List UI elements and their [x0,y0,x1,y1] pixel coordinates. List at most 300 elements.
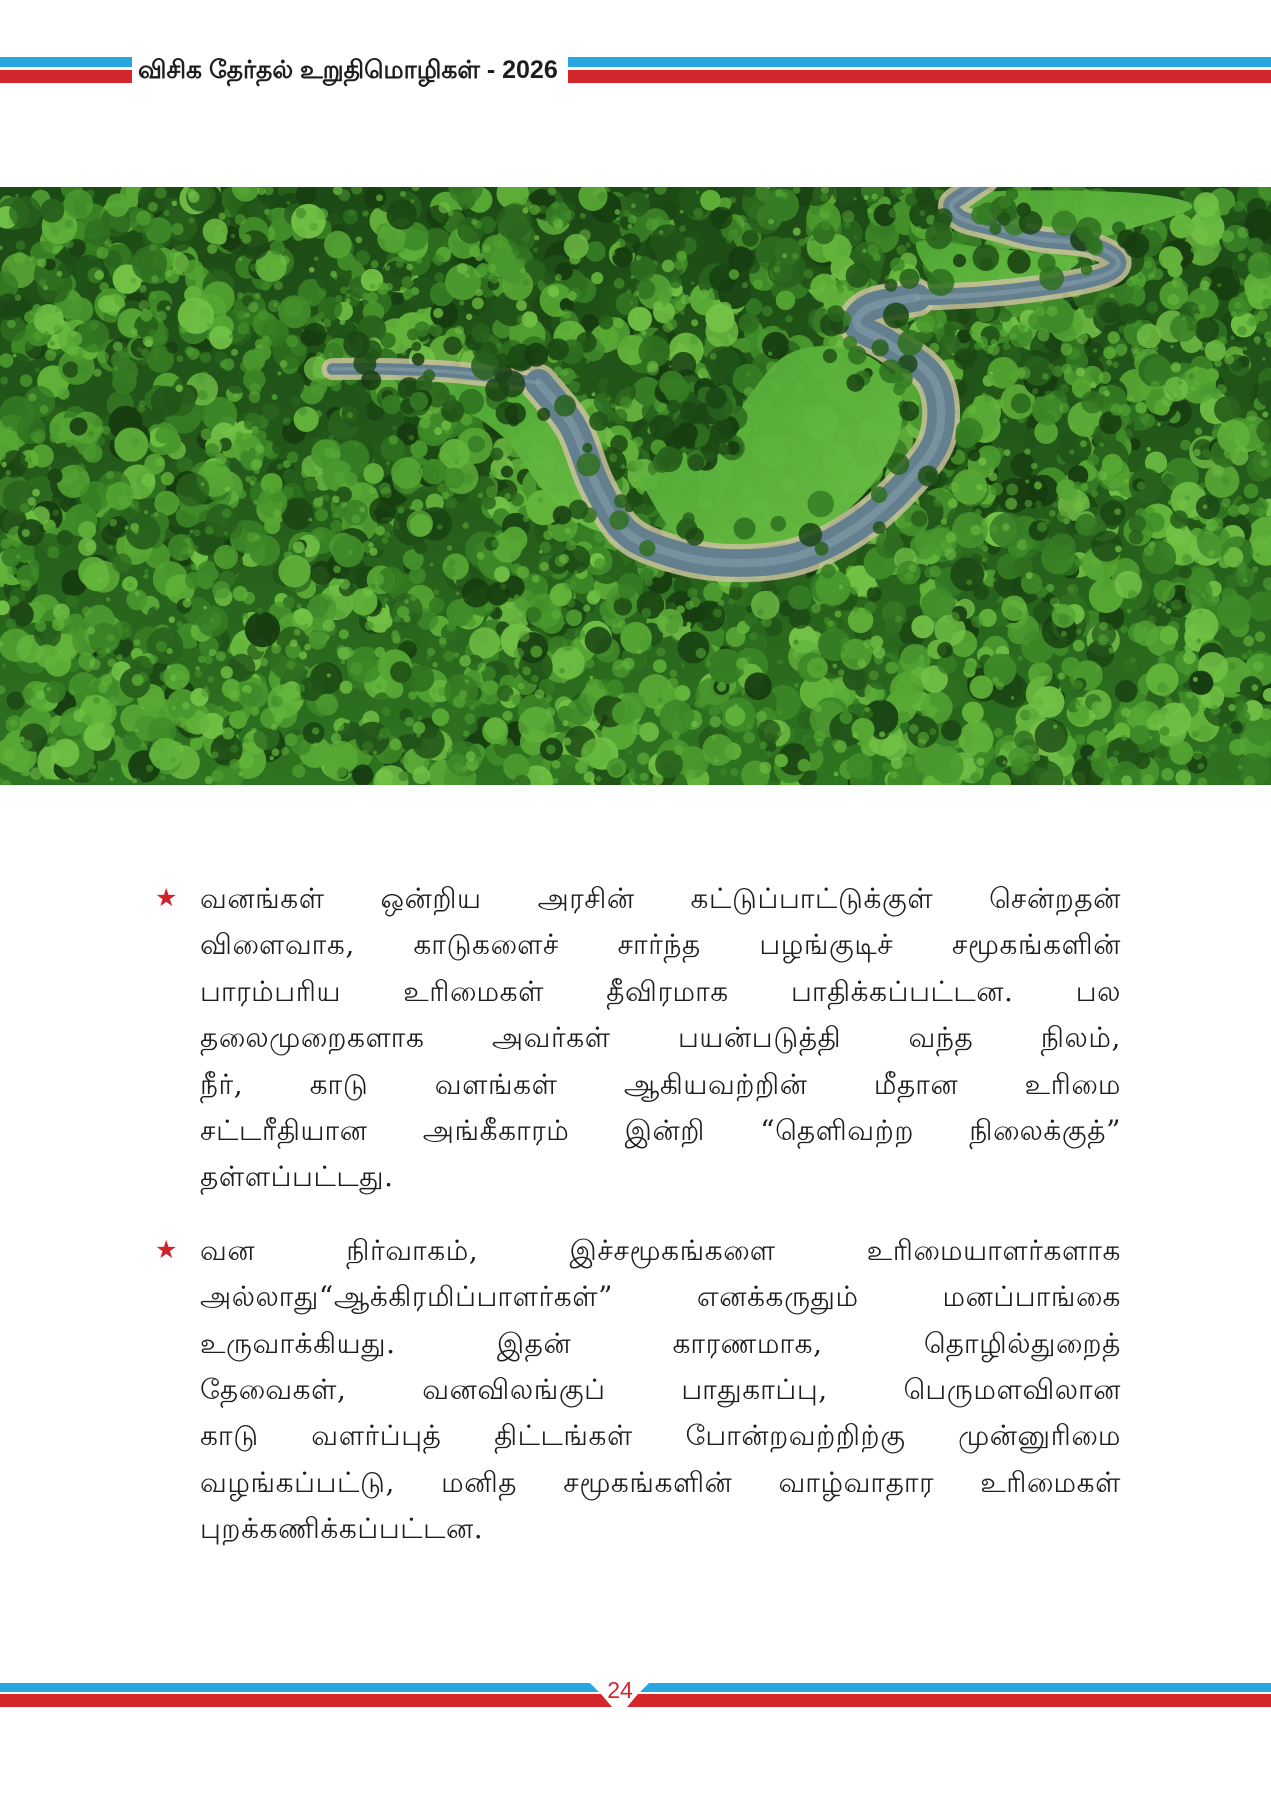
tree-canopy [662,260,675,273]
tree-canopy [997,212,1011,226]
tree-canopy [176,621,182,627]
tree-canopy [1162,395,1174,407]
tree-canopy [781,192,788,199]
tree-canopy [1022,767,1026,771]
tree-canopy [268,300,280,312]
tree-canopy [1084,305,1097,318]
tree-canopy [678,632,710,664]
tree-canopy [1246,410,1257,421]
tree-canopy [413,722,426,735]
tree-canopy [832,663,837,668]
tree-canopy [382,395,402,415]
tree-canopy [1230,336,1234,340]
tree-canopy [313,742,317,746]
tree-canopy [1138,274,1143,279]
tree-canopy [715,759,719,763]
tree-canopy [636,279,656,299]
tree-canopy [976,676,980,680]
tree-canopy [789,607,811,629]
tree-canopy [640,773,648,782]
tree-canopy [47,687,51,691]
tree-canopy [477,552,485,560]
tree-canopy [164,210,170,216]
tree-canopy [1082,494,1085,497]
tree-canopy [140,309,152,321]
tree-canopy [1025,540,1034,549]
tree-canopy [520,268,526,274]
tree-canopy [1129,515,1146,533]
tree-canopy [444,566,456,578]
tree-canopy [50,433,59,442]
tree-canopy [1117,230,1136,250]
tree-canopy [403,288,414,299]
tree-canopy [837,286,844,293]
tree-canopy [271,723,278,730]
tree-canopy [299,651,307,659]
tree-canopy [1088,454,1100,466]
tree-canopy [852,732,858,738]
tree-canopy [139,487,150,498]
tree-canopy [335,295,342,302]
tree-canopy [1050,597,1059,606]
tree-canopy [1182,554,1192,564]
tree-canopy [1231,311,1237,317]
tree-canopy [208,676,215,683]
tree-canopy [1157,423,1161,427]
tree-canopy [113,621,132,640]
tree-canopy [691,319,698,326]
tree-canopy [97,649,106,658]
tree-canopy [193,529,200,536]
tree-canopy [831,273,837,279]
tree-canopy [839,585,844,590]
tree-canopy [331,733,342,744]
tree-canopy [1133,370,1138,375]
tree-canopy [546,707,556,717]
tree-canopy [310,378,327,396]
tree-canopy [660,217,664,221]
tree-canopy [1001,595,1026,621]
tree-canopy [255,430,267,442]
tree-canopy [230,745,238,753]
tree-canopy [1217,420,1250,453]
tree-canopy [86,189,95,198]
tree-canopy [1104,390,1110,396]
tree-canopy [497,240,506,249]
tree-canopy [1119,303,1140,324]
tree-canopy [1151,380,1160,389]
tree-canopy [175,384,183,392]
tree-canopy [7,219,13,225]
tree-canopy [248,302,258,312]
tree-canopy [935,311,946,322]
tree-canopy [369,497,396,524]
tree-canopy [1225,575,1238,588]
tree-canopy [446,746,453,753]
tree-canopy [1076,629,1081,634]
tree-canopy [1182,317,1186,321]
tree-canopy [782,253,787,258]
tree-canopy [602,444,608,450]
tree-canopy [218,212,225,219]
tree-canopy [1073,501,1084,512]
tree-canopy [1069,449,1075,455]
tree-canopy [569,381,581,393]
tree-canopy [1047,306,1058,317]
tree-canopy [1217,283,1221,287]
tree-canopy [292,765,305,778]
tree-canopy [1052,502,1058,508]
tree-canopy [313,530,325,542]
tree-canopy [610,656,620,666]
tree-canopy [551,215,559,223]
tree-canopy [768,352,772,356]
tree-canopy [777,731,782,736]
tree-canopy [598,679,609,690]
tree-canopy [1129,396,1133,400]
tree-canopy [332,513,338,519]
tree-canopy [369,487,377,495]
tree-canopy [130,278,136,284]
tree-canopy [762,306,773,317]
tree-canopy [1142,540,1176,574]
tree-canopy [94,418,103,427]
tree-canopy [1224,447,1236,459]
tree-canopy [271,644,281,654]
tree-canopy [1171,362,1181,372]
tree-canopy [114,506,118,510]
tree-canopy [95,436,105,446]
tree-canopy [1130,657,1136,663]
tree-canopy [136,210,151,225]
tree-canopy [1193,750,1203,760]
tree-canopy [398,507,405,514]
tree-canopy [300,329,317,347]
tree-canopy [970,675,993,699]
tree-canopy [338,189,350,201]
tree-canopy [729,269,739,279]
tree-canopy [277,371,281,375]
tree-canopy [1192,305,1198,311]
tree-canopy [469,627,500,658]
tree-canopy [336,766,347,778]
tree-canopy [127,582,132,587]
tree-canopy [297,603,302,608]
tree-canopy [1093,349,1097,353]
tree-canopy [326,743,330,747]
tree-canopy [994,447,1005,458]
tree-canopy [20,580,31,592]
tree-canopy [578,612,582,616]
tree-canopy [396,260,404,268]
tree-canopy [200,352,211,364]
tree-canopy [294,629,301,636]
tree-canopy [132,246,167,281]
tree-canopy [516,300,527,311]
tree-canopy [1187,224,1192,229]
tree-canopy [391,292,404,305]
tree-canopy [867,586,882,601]
tree-canopy [776,261,781,266]
tree-canopy [1196,639,1200,643]
tree-canopy [872,339,889,356]
tree-canopy [400,757,408,765]
tree-canopy [1095,665,1102,672]
tree-canopy [681,311,685,315]
tree-canopy [40,405,49,414]
tree-canopy [67,290,79,302]
tree-canopy [283,417,291,425]
tree-canopy [484,603,492,612]
tree-canopy [916,314,935,333]
tree-canopy [1005,498,1017,510]
tree-canopy [834,740,847,753]
tree-canopy [457,263,468,274]
tree-canopy [568,291,577,300]
tree-canopy [1018,656,1023,661]
tree-canopy [433,254,444,265]
tree-canopy [222,508,232,518]
tree-canopy [62,361,78,377]
tree-canopy [437,524,443,530]
tree-canopy [237,292,243,298]
text-line: வனங்கள் ஒன்றிய அரசின் கட்டுப்பாட்டுக்குள் சென்றதன் [200,882,1121,915]
tree-canopy [561,679,565,683]
tree-canopy [871,486,888,503]
tree-canopy [33,331,44,342]
tree-canopy [112,358,138,384]
tree-canopy [160,775,165,780]
tree-canopy [1053,724,1057,728]
tree-canopy [87,433,92,438]
page-header [0,56,1271,84]
tree-canopy [1099,442,1104,447]
tree-canopy [44,650,71,677]
tree-canopy [498,371,525,398]
tree-canopy [1257,507,1267,517]
tree-canopy [1103,346,1116,359]
tree-canopy [834,681,846,693]
tree-canopy [1247,317,1257,327]
tree-canopy [373,751,377,755]
tree-canopy [141,473,155,487]
tree-canopy [899,269,919,289]
tree-canopy [526,607,542,623]
tree-canopy [776,291,795,311]
tree-canopy [153,448,157,452]
tree-canopy [1061,631,1067,637]
tree-canopy [888,208,898,218]
tree-canopy [286,660,295,669]
tree-canopy [273,510,281,518]
tree-canopy [1179,703,1185,709]
tree-canopy [1252,566,1259,573]
tree-canopy [846,263,870,287]
tree-canopy [165,269,173,277]
tree-canopy [1038,254,1056,272]
tree-canopy [1255,340,1260,345]
tree-canopy [709,288,713,292]
tree-canopy [1193,366,1199,372]
tree-canopy [412,342,422,352]
tree-canopy [1120,626,1128,634]
tree-canopy [526,311,530,315]
tree-canopy [757,609,763,615]
tree-canopy [552,201,560,209]
bullet-text [200,876,1121,1201]
tree-canopy [744,672,772,700]
tree-canopy [553,506,572,525]
tree-canopy [534,235,539,240]
tree-canopy [1121,707,1131,717]
tree-canopy [1025,500,1033,508]
tree-canopy [34,259,42,267]
tree-canopy [1207,368,1219,380]
tree-canopy [402,749,406,753]
tree-canopy [462,578,491,607]
tree-canopy [693,208,703,218]
tree-canopy [336,723,344,731]
tree-canopy [356,236,363,243]
tree-canopy [633,437,643,447]
tree-canopy [44,331,50,337]
tree-canopy [580,213,586,219]
tree-canopy [1171,530,1183,542]
tree-canopy [1061,364,1071,374]
header-title: விசிக தேர்தல் உறுதிமொழிகள் - 2026 [138,56,558,84]
tree-canopy [697,696,707,706]
tree-canopy [331,381,342,392]
tree-canopy [112,553,132,573]
tree-canopy [274,281,283,290]
tree-canopy [599,315,613,329]
tree-canopy [290,396,301,407]
tree-canopy [137,347,142,352]
tree-canopy [308,518,312,522]
tree-canopy [653,659,667,673]
tree-canopy [539,562,548,571]
tree-canopy [57,530,73,546]
tree-canopy [949,482,959,492]
tree-canopy [1135,402,1147,414]
tree-canopy [212,581,230,599]
tree-canopy [866,200,871,205]
tree-canopy [65,219,73,228]
tree-canopy [66,595,79,608]
tree-canopy [521,197,530,206]
tree-canopy [563,737,571,745]
tree-canopy [313,752,326,765]
tree-canopy [22,688,34,700]
tree-canopy [501,466,513,478]
tree-canopy [254,293,260,299]
tree-canopy [911,510,927,526]
tree-canopy [1137,346,1144,353]
tree-canopy [1176,281,1188,293]
tree-canopy [1110,404,1122,416]
tree-canopy [1035,719,1068,752]
tree-canopy [983,488,987,492]
tree-canopy [410,392,429,411]
tree-canopy [1256,553,1260,557]
tree-canopy [667,678,678,690]
tree-canopy [1198,763,1205,770]
tree-canopy [535,689,545,699]
tree-canopy [296,208,307,219]
tree-canopy [249,391,261,403]
tree-canopy [890,672,924,706]
tree-canopy [255,453,260,458]
bullet-item [155,876,1121,1201]
tree-canopy [1091,701,1103,713]
tree-canopy [718,599,725,606]
tree-canopy [270,240,285,255]
tree-canopy [503,730,508,735]
tree-canopy [642,331,647,336]
tree-canopy [511,563,523,575]
tree-canopy [567,599,575,607]
tree-canopy [1149,541,1156,548]
tree-canopy [277,464,283,470]
tree-canopy [1194,317,1219,342]
tree-canopy [1158,656,1166,664]
tree-canopy [1160,726,1170,736]
tree-canopy [746,371,752,377]
tree-canopy [124,628,128,632]
tree-canopy [433,689,437,693]
tree-canopy [149,243,157,251]
tree-canopy [221,666,233,678]
tree-canopy [53,509,59,515]
tree-canopy [444,427,450,433]
tree-canopy [1231,473,1237,479]
tree-canopy [659,700,694,735]
star-icon: ★ [155,1234,178,1264]
tree-canopy [146,765,153,772]
tree-canopy [1098,634,1109,645]
tree-canopy [1210,705,1220,715]
tree-canopy [126,515,161,550]
tree-canopy [839,713,847,722]
tree-canopy [564,578,576,590]
tree-canopy [309,267,315,273]
tree-canopy [367,269,377,279]
tree-canopy [882,762,892,772]
tree-canopy [1087,755,1092,760]
tree-canopy [465,273,470,278]
tree-canopy [990,372,994,376]
tree-canopy [676,251,687,262]
tree-canopy [110,667,120,677]
tree-canopy [209,649,217,657]
tree-canopy [586,360,590,364]
tree-canopy [1122,428,1133,439]
tree-canopy [28,497,36,506]
tree-canopy [241,234,251,244]
tree-canopy [1102,577,1113,588]
tree-canopy [22,529,30,537]
forest-river-photo [0,187,1271,785]
tree-canopy [9,719,17,727]
tree-canopy [1112,362,1118,368]
tree-canopy [517,683,524,690]
tree-canopy [735,312,739,316]
tree-canopy [406,264,413,271]
tree-canopy [286,335,298,347]
tree-canopy [994,399,1004,409]
tree-canopy [111,304,119,313]
tree-canopy [1108,647,1114,653]
